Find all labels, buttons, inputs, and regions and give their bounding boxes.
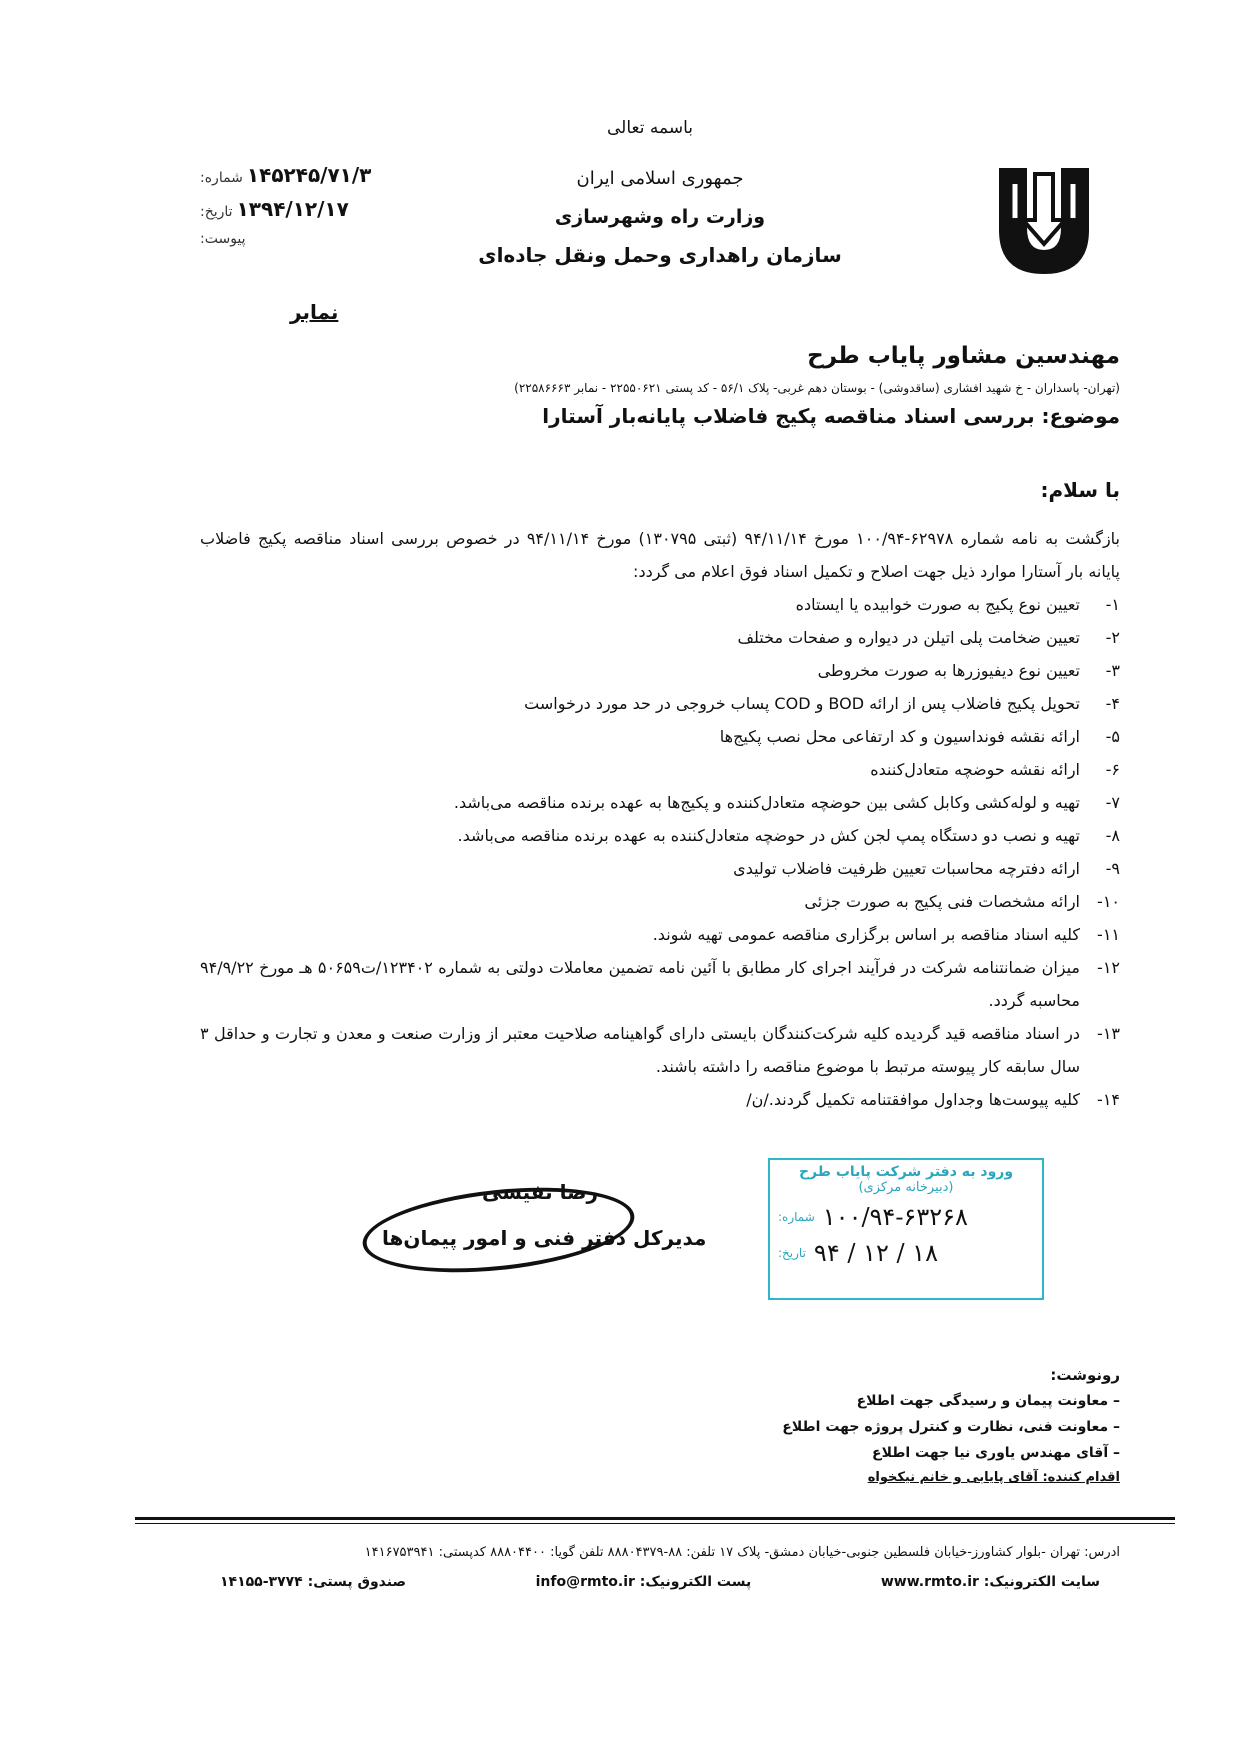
list-item — [200, 885, 1120, 918]
item-number: ۹- — [1105, 859, 1120, 878]
cc-item: – آقای مهندس یاوری نیا جهت اطلاع — [700, 1440, 1120, 1466]
item-text: میزان ضمانتنامه شرکت در فرآیند اجرای کار مطابق با آئین نامه تضمین معاملات دولتی به شماره ۱۲۳۴۰۲/ت۵۰۶۵۹ هـ مورخ ۹۴/۹/۲۲ محاسبه گردد. — [200, 958, 1081, 1010]
cc-item: – معاونت پیمان و رسیدگی جهت اطلاع — [700, 1388, 1120, 1414]
list-item — [200, 621, 1120, 654]
letter-date-row — [200, 197, 410, 231]
list-item — [200, 687, 1120, 720]
attachment-label: پیوست: — [200, 231, 246, 247]
document-type: نمابر — [290, 300, 339, 324]
footer-rule-thin — [135, 1523, 1175, 1524]
item-number: ۸- — [1105, 826, 1120, 845]
receipt-stamp — [768, 1158, 1044, 1300]
recipient-address: (تهران- پاسداران - خ شهید افشاری (ساقدوشی) - بوستان دهم غربی- پلاک ۵۶/۱ - کد پستی ۲۲۵۵۰۶۲۱ - نمابر ۲۲۵۸۶۶۶۳) — [514, 381, 1120, 395]
item-text: تحویل پکیج فاضلاب پس از ارائه BOD و COD پساب خروجی در حد مورد درخواست — [524, 694, 1080, 713]
recipient-name: مهندسین مشاور پایاب طرح — [807, 343, 1120, 369]
letter-body: بازگشت به نامه شماره ۶۲۹۷۸-۱۰۰/۹۴ مورخ ۹۴/۱۱/۱۴ (ثبتی ۱۳۰۷۹۵) مورخ ۹۴/۱۱/۱۴ در خصوص بررسی اسناد مناقصه پکیج فاضلاب پایانه بار آستارا موارد ذیل جهت اصلاح و تکمیل اسناد فوق اعلام می گردد: — [200, 529, 1121, 581]
item-number: ۴- — [1105, 694, 1120, 713]
list-item — [200, 753, 1120, 786]
item-text: در اسناد مناقصه قید گردیده کلیه شرکت‌کنندگان بایستی دارای گواهینامه صلاحیت معتبر از وزارت صنعت و معدن و تجارت و حداقل ۳ سال سابقه کار پیوسته مرتبط با موضوع مناقصه را داشته باشند. — [200, 1024, 1080, 1076]
item-text: تهیه و نصب دو دستگاه پمپ لجن کش در حوضچه متعادل‌کننده به عهده برنده مناقصه می‌باشد. — [457, 826, 1080, 845]
list-item — [200, 1083, 1120, 1116]
item-number: ۶- — [1105, 760, 1120, 779]
footer-po-box: صندوق پستی: ۳۷۷۴-۱۴۱۵۵ — [220, 1574, 407, 1590]
cc-header: رونوشت: — [1050, 1366, 1120, 1384]
rmto-logo-icon — [985, 158, 1103, 280]
letter-number-label: شماره: — [200, 170, 243, 186]
item-number: ۱۴- — [1097, 1090, 1120, 1109]
item-number: ۱۱- — [1097, 925, 1120, 944]
footer-contacts — [220, 1574, 1100, 1590]
cc-item: – معاونت فنی، نظارت و کنترل پروژه جهت اطلاع — [700, 1414, 1120, 1440]
item-number: ۷- — [1105, 793, 1120, 812]
letter-subject: موضوع: بررسی اسناد مناقصه پکیج فاضلاب پایانه‌بار آستارا — [542, 404, 1120, 428]
letter-number-row — [200, 163, 410, 197]
stamp-date-row — [778, 1239, 1034, 1267]
item-text: ارائه مشخصات فنی پکیج به صورت جزئی — [804, 892, 1080, 911]
item-text: تعیین ضخامت پلی اتیلن در دیواره و صفحات مختلف — [737, 628, 1080, 647]
stamp-number-row — [778, 1203, 1034, 1231]
stamp-subtitle: (دبیرخانه مرکزی) — [858, 1180, 954, 1195]
footer-rule-thick — [135, 1517, 1175, 1520]
bismillah-heading: باسمه تعالی — [607, 118, 693, 138]
item-text: کلیه پیوست‌ها وجداول موافقتنامه تکمیل گردند./ن/ — [746, 1090, 1080, 1109]
footer-website[interactable]: سایت الکترونیک: www.rmto.ir — [880, 1574, 1100, 1590]
item-number: ۱- — [1105, 595, 1120, 614]
item-number: ۱۲- — [1097, 958, 1120, 977]
list-item — [200, 588, 1120, 621]
item-text: تعیین نوع دیفیوزرها به صورت مخروطی — [817, 661, 1080, 680]
item-text: ارائه دفترچه محاسبات تعیین ظرفیت فاضلاب تولیدی — [733, 859, 1080, 878]
letter-date-value: ۱۳۹۴/۱۲/۱۷ — [236, 197, 349, 221]
item-text: کلیه اسناد مناقصه بر اساس برگزاری مناقصه عمومی تهیه شوند. — [652, 925, 1080, 944]
ministry-name: وزارت راه وشهرسازی — [554, 206, 766, 228]
letter-date-label: تاریخ: — [200, 204, 233, 220]
stamp-title: ورود به دفتر شرکت پایاب طرح — [798, 1164, 1014, 1180]
letter-number-value: ۱۴۵۲۴۵/۷۱/۳ — [246, 163, 372, 187]
greeting: با سلام: — [1040, 478, 1120, 502]
letter-meta — [200, 163, 410, 265]
ministry-header — [470, 160, 850, 274]
list-item — [200, 720, 1120, 753]
footer-address: ادرس: تهران -بلوار کشاورز-خیابان فلسطین جنوبی-خیابان دمشق- پلاک ۱۷ تلفن: ۸۸-۸۸۸۰۴۳۷۹ تلفن گویا: ۸۸۸۰۴۴۰۰ کدپستی: ۱۴۱۶۷۵۳۹۴۱ — [364, 1545, 1120, 1560]
list-item — [200, 951, 1120, 1017]
item-number: ۱۰- — [1097, 892, 1120, 911]
item-number: ۲- — [1105, 628, 1120, 647]
list-item — [200, 1017, 1120, 1083]
action-by: اقدام کننده: آقای پایابی و خانم نیکخواه — [867, 1470, 1120, 1485]
list-item — [200, 852, 1120, 885]
item-text: ارائه نقشه حوضچه متعادل‌کننده — [870, 760, 1080, 779]
stamp-number-label: شماره: — [778, 1210, 815, 1224]
organization-name: سازمان راهداری وحمل ونقل جاده‌ای — [478, 243, 842, 267]
item-number: ۵- — [1105, 727, 1120, 746]
signatory-name: رضا نفیسی — [482, 1180, 598, 1204]
item-number: ۳- — [1105, 661, 1120, 680]
requirements-list — [200, 588, 1120, 1116]
signature-block — [362, 1180, 707, 1295]
stamp-date-value: ۹۴ / ۱۲ / ۱۸ — [813, 1239, 938, 1267]
list-item — [200, 654, 1120, 687]
footer-email[interactable]: پست الکترونیک: info@rmto.ir — [535, 1574, 752, 1590]
stamp-number-value: ۱۰۰/۹۴-۶۳۲۶۸ — [822, 1203, 968, 1231]
cc-block — [700, 1366, 1120, 1490]
stamp-date-label: تاریخ: — [778, 1246, 806, 1260]
item-text: تعیین نوع پکیج به صورت خوابیده یا ایستاده — [795, 595, 1080, 614]
list-item — [200, 786, 1120, 819]
list-item — [200, 819, 1120, 852]
list-item — [200, 918, 1120, 951]
signatory-title: مدیرکل دفتر فنی و امور پیمان‌ها — [382, 1226, 707, 1250]
country-name: جمهوری اسلامی ایران — [576, 168, 744, 189]
item-number: ۱۳- — [1097, 1024, 1120, 1043]
item-text: ارائه نقشه فونداسیون و کد ارتفاعی محل نصب پکیج‌ها — [719, 727, 1080, 746]
item-text: تهیه و لوله‌کشی وکابل کشی بین حوضچه متعادل‌کننده و پکیج‌ها به عهده برنده مناقصه می‌باشد. — [453, 793, 1080, 812]
attachment-row — [200, 231, 410, 265]
